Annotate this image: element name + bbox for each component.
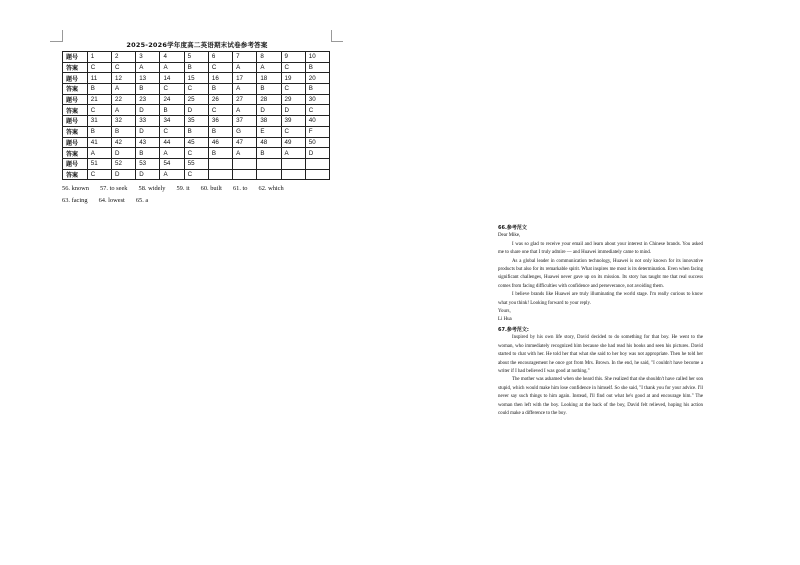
answer-cell: C	[281, 84, 305, 95]
question-number-cell: 14	[160, 73, 184, 84]
question-number-cell: 45	[184, 137, 208, 148]
answer-cell: B	[136, 148, 160, 159]
answer-cell: A	[160, 148, 184, 159]
crop-mark	[331, 41, 343, 42]
question-number-cell: 32	[112, 116, 136, 127]
answer-cell: B	[160, 105, 184, 116]
question-number-cell: 5	[184, 52, 208, 63]
question-number-cell: 38	[257, 116, 281, 127]
answer-cell: C	[160, 126, 184, 137]
question-number-row	[63, 116, 330, 127]
question-number-cell: 46	[208, 137, 232, 148]
fill-answer-item: 62. which	[258, 185, 284, 193]
question-number-cell: 29	[281, 94, 305, 105]
question-number-cell: 6	[208, 52, 232, 63]
fill-answer-item: 60. built	[200, 185, 222, 193]
question-number-cell: 24	[160, 94, 184, 105]
question-number-cell: 25	[184, 94, 208, 105]
row-label-number: 题号	[63, 137, 88, 148]
question-number-row	[63, 73, 330, 84]
answer-cell: B	[184, 62, 208, 73]
answer-cell	[233, 169, 257, 180]
essay-66-salutation: Dear Mike,	[498, 233, 521, 239]
question-number-cell: 43	[136, 137, 160, 148]
answer-cell: D	[281, 105, 305, 116]
question-number-cell	[208, 158, 232, 169]
answer-cell: D	[136, 105, 160, 116]
question-number-cell: 41	[87, 137, 111, 148]
question-number-cell: 39	[281, 116, 305, 127]
question-number-cell: 16	[208, 73, 232, 84]
essay-66-paragraph: As a global leader in communication technology, Huawei is not only known for its innovative products but also for its remarkable spirit. What inspires me most is its determination. Even when facing significant challenges, Huawei never gave up on its mission. Its story has taught me that real success comes from facing difficulties with confidence and perseverance, not avoiding them.	[498, 258, 703, 289]
answer-cell: C	[208, 105, 232, 116]
question-number-cell: 42	[112, 137, 136, 148]
answer-cell: B	[87, 84, 111, 95]
answer-cell: C	[184, 169, 208, 180]
row-label-number: 题号	[63, 52, 88, 63]
row-label-number: 题号	[63, 94, 88, 105]
fill-answer-item: 61. to	[232, 185, 248, 193]
question-number-cell: 27	[233, 94, 257, 105]
answer-cell: B	[208, 84, 232, 95]
question-number-cell: 18	[257, 73, 281, 84]
answer-cell: A	[281, 148, 305, 159]
question-number-cell: 10	[305, 52, 329, 63]
answer-cell	[281, 169, 305, 180]
answer-row	[63, 169, 330, 180]
answer-cell: D	[136, 126, 160, 137]
answer-cell: C	[208, 62, 232, 73]
answer-cell: C	[281, 126, 305, 137]
answer-cell: B	[136, 84, 160, 95]
question-number-cell: 17	[233, 73, 257, 84]
answer-row	[63, 84, 330, 95]
row-label-answer: 答案	[63, 62, 88, 73]
question-number-cell: 40	[305, 116, 329, 127]
answer-cell: C	[160, 84, 184, 95]
answer-cell: A	[233, 148, 257, 159]
row-label-number: 题号	[63, 116, 88, 127]
question-number-row	[63, 158, 330, 169]
answer-cell: B	[87, 126, 111, 137]
question-number-cell: 9	[281, 52, 305, 63]
answer-cell: A	[233, 84, 257, 95]
answer-cell: A	[87, 148, 111, 159]
row-label-number: 题号	[63, 158, 88, 169]
row-label-answer: 答案	[63, 126, 88, 137]
answer-cell: C	[281, 62, 305, 73]
fill-answer-item: 63. facing	[62, 196, 88, 204]
answer-cell: E	[257, 126, 281, 137]
question-number-row	[63, 94, 330, 105]
answer-row	[63, 148, 330, 159]
answer-cell: C	[112, 62, 136, 73]
answer-cell: F	[305, 126, 329, 137]
answer-cell: C	[305, 105, 329, 116]
question-number-cell: 12	[112, 73, 136, 84]
answer-cell: B	[184, 126, 208, 137]
question-number-cell: 1	[87, 52, 111, 63]
essay-66-paragraph: I believe brands like Huawei are truly illuminating the world stage. I'm really curious to know what you think! Looking forward to your reply.	[498, 292, 703, 306]
answer-key-title: 2025-2026学年度高二英语期末试卷参考答案	[126, 41, 268, 49]
fill-answer-line	[62, 183, 332, 195]
question-number-cell: 28	[257, 94, 281, 105]
question-number-cell: 47	[233, 137, 257, 148]
question-number-cell: 21	[87, 94, 111, 105]
answer-cell: D	[112, 148, 136, 159]
answer-cell: C	[87, 169, 111, 180]
question-number-cell: 35	[184, 116, 208, 127]
answer-cell: B	[208, 126, 232, 137]
row-label-answer: 答案	[63, 84, 88, 95]
question-number-cell: 4	[160, 52, 184, 63]
answer-row	[63, 126, 330, 137]
question-number-cell: 20	[305, 73, 329, 84]
row-label-answer: 答案	[63, 105, 88, 116]
question-number-cell: 22	[112, 94, 136, 105]
answer-cell: D	[305, 148, 329, 159]
answer-cell: A	[136, 62, 160, 73]
answer-cell: C	[184, 84, 208, 95]
row-label-answer: 答案	[63, 148, 88, 159]
question-number-cell: 53	[136, 158, 160, 169]
answer-table	[62, 51, 330, 180]
answer-cell: A	[160, 169, 184, 180]
question-number-cell: 33	[136, 116, 160, 127]
question-number-cell: 34	[160, 116, 184, 127]
question-number-cell	[233, 158, 257, 169]
question-number-cell: 23	[136, 94, 160, 105]
answer-cell: B	[305, 62, 329, 73]
answer-cell: B	[112, 126, 136, 137]
question-number-cell: 49	[281, 137, 305, 148]
crop-mark	[50, 41, 62, 42]
question-number-cell: 7	[233, 52, 257, 63]
question-number-cell: 37	[233, 116, 257, 127]
question-number-cell: 44	[160, 137, 184, 148]
answer-key-section	[62, 40, 332, 206]
question-number-cell: 2	[112, 52, 136, 63]
answer-cell: B	[208, 148, 232, 159]
answer-cell	[208, 169, 232, 180]
question-number-cell: 54	[160, 158, 184, 169]
answer-cell: C	[184, 148, 208, 159]
fill-answer-item: 65. a	[135, 196, 149, 204]
answer-row	[63, 62, 330, 73]
row-label-number: 题号	[63, 73, 88, 84]
question-number-cell: 15	[184, 73, 208, 84]
answer-cell: B	[305, 84, 329, 95]
answer-cell: G	[233, 126, 257, 137]
fill-in-answers	[62, 183, 332, 206]
essay-67-heading: 67.参考范文:	[498, 326, 529, 333]
fill-answer-line	[62, 195, 332, 207]
fill-answer-item: 59. it	[176, 185, 190, 193]
essay-67-paragraph: Inspired by his own life story, David decided to do something for that boy. He went to the woman, who immediately recognized him because she had read his books and seen his pictures. David started to chat with her. He told her that what she said to her boy was not appropriate. Then he told her about the encouragement he once got from Mrs. Brown. In the end, he said, "I couldn't have become a writer if I had believed I was good at nothing."	[498, 335, 703, 374]
question-number-cell: 51	[87, 158, 111, 169]
answer-cell: D	[112, 169, 136, 180]
question-number-cell: 3	[136, 52, 160, 63]
essay-section	[498, 224, 703, 418]
answer-cell	[305, 169, 329, 180]
question-number-cell: 36	[208, 116, 232, 127]
answer-cell: D	[184, 105, 208, 116]
answer-cell: B	[257, 84, 281, 95]
question-number-cell: 50	[305, 137, 329, 148]
answer-cell: A	[112, 105, 136, 116]
answer-cell: D	[257, 105, 281, 116]
fill-answer-item: 57. to seek	[99, 185, 128, 193]
essay-66-paragraph: I was so glad to receive your email and learn about your interest in Chinese brands. You asked me to share one that I truly admire — and Huawei immediately came to mind.	[498, 241, 703, 256]
essay-67-paragraph: The mother was ashamed when she heard this. She realized that she shouldn't have called her son stupid, which would make him lose confidence in himself. So she said, "I thank you for your advice. I'll never say such things to him again. Instead, I'll find out what he's good at and encourage him." The woman then left with the boy. Looking at the back of the boy, David felt relieved, hoping his action could make a difference to the boy.	[498, 377, 703, 416]
question-number-cell: 31	[87, 116, 111, 127]
question-number-row	[63, 137, 330, 148]
fill-answer-item: 56. known	[62, 185, 89, 193]
answer-cell: A	[112, 84, 136, 95]
answer-cell: B	[257, 148, 281, 159]
question-number-cell: 52	[112, 158, 136, 169]
answer-cell: D	[136, 169, 160, 180]
essay-66-signature: Li Hua	[498, 317, 512, 323]
question-number-cell: 13	[136, 73, 160, 84]
question-number-cell: 48	[257, 137, 281, 148]
question-number-cell: 55	[184, 158, 208, 169]
answer-cell: A	[160, 62, 184, 73]
answer-cell: A	[257, 62, 281, 73]
question-number-cell: 26	[208, 94, 232, 105]
essay-66-closing: Yours,	[498, 309, 511, 315]
answer-cell	[257, 169, 281, 180]
question-number-cell: 8	[257, 52, 281, 63]
question-number-cell: 19	[281, 73, 305, 84]
question-number-cell	[305, 158, 329, 169]
answer-cell: A	[233, 62, 257, 73]
fill-answer-item: 58. widely	[138, 185, 166, 193]
question-number-cell: 30	[305, 94, 329, 105]
answer-cell: A	[233, 105, 257, 116]
answer-cell: C	[87, 105, 111, 116]
answer-row	[63, 105, 330, 116]
row-label-answer: 答案	[63, 169, 88, 180]
question-number-cell	[257, 158, 281, 169]
question-number-cell: 11	[87, 73, 111, 84]
essay-66-heading: 66.参考范文	[498, 225, 527, 231]
answer-cell: C	[87, 62, 111, 73]
question-number-cell	[281, 158, 305, 169]
question-number-row	[63, 52, 330, 63]
fill-answer-item: 64. lowest	[98, 196, 125, 204]
